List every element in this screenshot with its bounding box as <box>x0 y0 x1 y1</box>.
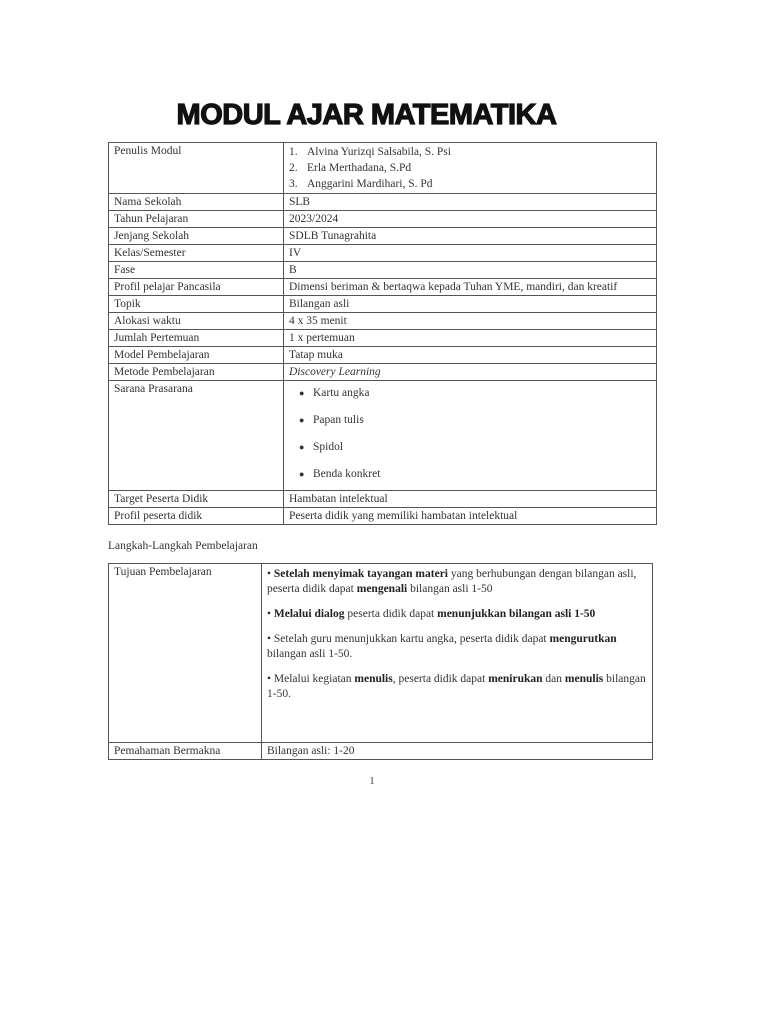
learning-goal-item <box>267 567 647 597</box>
row-label: Nama Sekolah <box>109 194 284 211</box>
learning-goal-item <box>267 672 647 702</box>
table-row <box>109 296 657 313</box>
module-info-table <box>108 142 657 525</box>
bullet-icon: • <box>267 608 274 620</box>
bullet-icon: ● <box>299 415 305 425</box>
table-row <box>109 245 657 262</box>
row-label: Pemahaman Bermakna <box>109 743 262 760</box>
row-value: 1 x pertemuan <box>284 330 657 347</box>
goal-text: mengurutkan <box>549 633 617 645</box>
list-item: 1. Alvina Yurizqi Salsabila, S. Psi <box>289 146 451 158</box>
facility-item: Papan tulis <box>313 414 364 426</box>
goal-text: menirukan <box>488 673 543 685</box>
row-label: Profil pelajar Pancasila <box>109 279 284 296</box>
list-item <box>299 467 651 481</box>
list-item <box>299 386 651 400</box>
table-row <box>109 279 657 296</box>
table-row <box>109 194 657 211</box>
table-row <box>109 262 657 279</box>
goal-text: Melalui kegiatan <box>273 673 355 685</box>
goal-text: dan <box>542 673 565 685</box>
row-label: Tujuan Pembelajaran <box>109 564 262 743</box>
facility-item: Benda konkret <box>313 468 381 480</box>
row-label: Profil peserta didik <box>109 508 284 525</box>
row-label: Kelas/Semester <box>109 245 284 262</box>
goal-text: Melalui dialog <box>273 608 345 620</box>
row-value: Bilangan asli <box>284 296 657 313</box>
goal-text: menulis <box>564 673 604 685</box>
row-label: Sarana Prasarana <box>109 381 284 491</box>
row-label: Model Pembelajaran <box>109 347 284 364</box>
page-number: 1 <box>369 776 375 787</box>
bullet-icon: • <box>267 568 274 580</box>
table-row <box>109 381 657 491</box>
table-row <box>109 743 653 760</box>
row-value: Tatap muka <box>284 347 657 364</box>
learning-goals <box>262 564 653 743</box>
row-value: IV <box>284 245 657 262</box>
table-row <box>109 364 657 381</box>
row-value: Peserta didik yang memiliki hambatan intelektual <box>284 508 657 525</box>
learning-steps-table <box>108 563 653 760</box>
row-label: Topik <box>109 296 284 313</box>
list-item <box>299 413 651 427</box>
table-row <box>109 564 653 743</box>
author-name: Alvina Yurizqi Salsabila, S. Psi <box>307 146 451 158</box>
row-value: Bilangan asli: 1-20 <box>262 743 653 760</box>
row-value: Discovery Learning <box>284 364 657 381</box>
row-value: 2023/2024 <box>284 211 657 228</box>
bullet-icon: ● <box>299 442 305 452</box>
goal-text: bilangan 1-50. <box>267 673 646 700</box>
goal-text: menunjukkan bilangan asli 1-50 <box>437 608 596 620</box>
row-label: Jumlah Pertemuan <box>109 330 284 347</box>
table-row <box>109 330 657 347</box>
row-label: Penulis Modul <box>109 143 284 194</box>
learning-goal-item <box>267 607 647 622</box>
goal-text: mengenali <box>356 583 408 595</box>
goal-text: peserta didik dapat <box>344 608 438 620</box>
table-row <box>109 491 657 508</box>
list-item: 2. Erla Merthadana, S.Pd <box>289 162 412 174</box>
row-label: Jenjang Sekolah <box>109 228 284 245</box>
goal-text: bilangan asli 1-50 <box>407 583 493 595</box>
goal-text: yang berhubungan dengan bilangan asli, peserta didik dapat <box>267 568 637 595</box>
goal-text: menulis <box>354 673 393 685</box>
bullet-icon: • <box>267 633 274 645</box>
row-value: B <box>284 262 657 279</box>
bullet-icon: • <box>267 673 274 685</box>
learning-goal-item <box>267 632 647 662</box>
row-label: Metode Pembelajaran <box>109 364 284 381</box>
row-value: 4 x 35 menit <box>284 313 657 330</box>
row-value: SDLB Tunagrahita <box>284 228 657 245</box>
table-row <box>109 313 657 330</box>
goal-text: , peserta didik dapat <box>392 673 489 685</box>
author-name: Anggarini Mardihari, S. Pd <box>307 178 433 190</box>
table-row <box>109 211 657 228</box>
row-value: Dimensi beriman & bertaqwa kepada Tuhan YME, mandiri, dan kreatif <box>284 279 657 296</box>
row-label: Target Peserta Didik <box>109 491 284 508</box>
facilities-list <box>284 381 657 491</box>
author-name: Erla Merthadana, S.Pd <box>307 162 412 174</box>
row-value: Hambatan intelektual <box>284 491 657 508</box>
facility-item: Spidol <box>313 441 344 453</box>
list-item: 3. Anggarini Mardihari, S. Pd <box>289 178 433 190</box>
bullet-icon: ● <box>299 388 305 398</box>
author-list <box>284 143 657 194</box>
table-row <box>109 228 657 245</box>
row-label: Tahun Pelajaran <box>109 211 284 228</box>
facility-item: Kartu angka <box>313 387 370 399</box>
table-row <box>109 508 657 525</box>
section-heading: Langkah-Langkah Pembelajaran <box>108 540 258 552</box>
document-title: MODUL AJAR MATEMATIKA <box>176 99 557 131</box>
goal-text: Setelah guru menunjukkan kartu angka, peserta didik dapat <box>273 633 550 645</box>
goal-text: Setelah menyimak tayangan materi <box>273 568 448 580</box>
goal-text: bilangan asli 1-50. <box>267 648 353 660</box>
row-label: Fase <box>109 262 284 279</box>
table-row <box>109 347 657 364</box>
row-label: Alokasi waktu <box>109 313 284 330</box>
bullet-icon: ● <box>299 469 305 479</box>
list-item <box>299 440 651 454</box>
row-value: SLB <box>284 194 657 211</box>
table-row <box>109 143 657 194</box>
